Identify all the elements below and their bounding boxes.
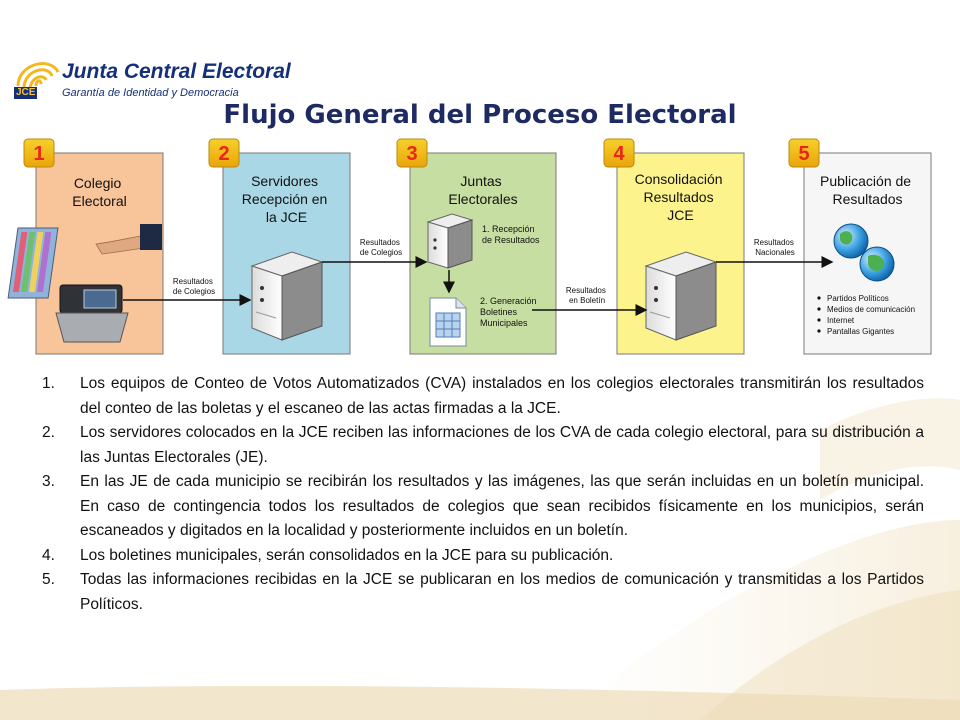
process-step bbox=[42, 568, 924, 617]
stage-title-line: Juntas bbox=[460, 173, 502, 189]
flow-arrow-3-4-label bbox=[566, 286, 608, 305]
stage-number: 1 bbox=[33, 143, 45, 165]
process-step bbox=[42, 421, 924, 470]
globe-icon bbox=[834, 224, 868, 258]
step-number: 1. bbox=[42, 375, 55, 392]
spreadsheet-document-icon bbox=[430, 298, 466, 346]
step-text: Los servidores colocados en la JCE reciben las informaciones de los CVA de cada colegio electoral, para su distribución a las Juntas Electorales (JE). bbox=[80, 424, 924, 466]
substep-line: Municipales bbox=[480, 318, 528, 328]
organization-name: Junta Central Electoral bbox=[62, 60, 291, 83]
server-icon bbox=[252, 252, 322, 340]
stage-4-badge bbox=[604, 139, 634, 167]
flow-arrow-2-3-label bbox=[360, 238, 402, 257]
arrow-label-line: de Colegios bbox=[359, 248, 403, 257]
server-icon bbox=[646, 252, 716, 340]
process-step bbox=[42, 372, 924, 421]
step-number: 5. bbox=[42, 571, 55, 588]
step-text: Los equipos de Conteo de Votos Automatizados (CVA) instalados en los colegios electorales transmitirán los resultados del conteo de las boletas y el escaneo de las actas firmadas a la JCE. bbox=[80, 375, 924, 417]
stage-title-line: Resultados bbox=[832, 191, 903, 207]
stage-5-badge bbox=[789, 139, 819, 167]
globe-icon bbox=[860, 247, 894, 281]
process-steps-list bbox=[42, 372, 924, 617]
step-number: 4. bbox=[42, 546, 55, 564]
arrow-label-line: en Boletín bbox=[568, 296, 606, 305]
page-title: Flujo General del Proceso Electoral bbox=[223, 100, 737, 130]
substep-line: 1. Recepción bbox=[482, 224, 535, 234]
arrow-label-line: de Colegios bbox=[172, 287, 216, 296]
process-step bbox=[42, 544, 924, 569]
stage-title-line: Recepción en bbox=[241, 191, 328, 207]
arrow-label-line: Nacionales bbox=[755, 248, 795, 257]
stage-title-line: Consolidación bbox=[634, 171, 723, 187]
stage-1-badge bbox=[24, 139, 54, 167]
stage-title-line: Resultados bbox=[643, 189, 714, 205]
stage-2-badge bbox=[209, 139, 239, 167]
stage-title-line: JCE bbox=[667, 207, 694, 223]
stage-title-line: Electorales bbox=[448, 191, 518, 207]
stage-number: 3 bbox=[406, 143, 418, 165]
substep-line: 2. Generación bbox=[480, 296, 537, 306]
step-number: 3. bbox=[42, 473, 55, 490]
flow-arrow-1-2-label bbox=[173, 277, 215, 296]
step-number: 2. bbox=[42, 424, 55, 441]
arrow-label-line: Resultados bbox=[565, 286, 606, 295]
arrow-label-line: Resultados bbox=[359, 238, 400, 247]
stage-title-line: Colegio bbox=[73, 175, 122, 191]
stage-title-line: la JCE bbox=[265, 209, 308, 225]
step-text: Todas las informaciones recibidas en la JCE se publicaran en los medios de comunicación y transmitidas a los Partidos Políticos. bbox=[80, 571, 924, 613]
stage-title-line: Electoral bbox=[72, 193, 127, 209]
substep-line: de Resultados bbox=[482, 235, 540, 245]
channel-item: Partidos Políticos bbox=[827, 294, 889, 303]
substep-reception-label bbox=[482, 224, 540, 245]
stage-number: 4 bbox=[613, 143, 625, 165]
step-text: En las JE de cada municipio se recibirán los resultados y las imágenes, las que serán incluidas en un boletín municipal. En caso de contingencia todos los resultados de colegios que sean recibidos físicamente en los municipios, serán escaneados y digitados en la localidad y posteriormente incluidos en un boletín. bbox=[80, 473, 924, 539]
arrow-label-line: Resultados bbox=[172, 277, 213, 286]
server-icon bbox=[428, 214, 472, 268]
arrow-label-line: Resultados bbox=[753, 238, 794, 247]
channel-item: Medios de comunicación bbox=[827, 305, 916, 314]
stage-3-badge bbox=[397, 139, 427, 167]
logo-abbreviation: JCE bbox=[16, 87, 36, 98]
stage-title-line: Publicación de bbox=[820, 173, 912, 189]
channel-item: Pantallas Gigantes bbox=[827, 327, 895, 336]
process-step bbox=[42, 470, 924, 544]
substep-line: Boletines bbox=[480, 307, 518, 317]
organization-tagline: Garantía de Identidad y Democracia bbox=[62, 87, 239, 99]
channel-item: Internet bbox=[827, 316, 855, 325]
step-text: Los boletines municipales, serán consolidados en la JCE para su publicación. bbox=[80, 546, 614, 564]
stage-number: 5 bbox=[798, 143, 810, 165]
stage-number: 2 bbox=[218, 143, 230, 165]
flow-arrow-4-5-label bbox=[754, 238, 796, 257]
stage-title-line: Servidores bbox=[251, 173, 319, 189]
